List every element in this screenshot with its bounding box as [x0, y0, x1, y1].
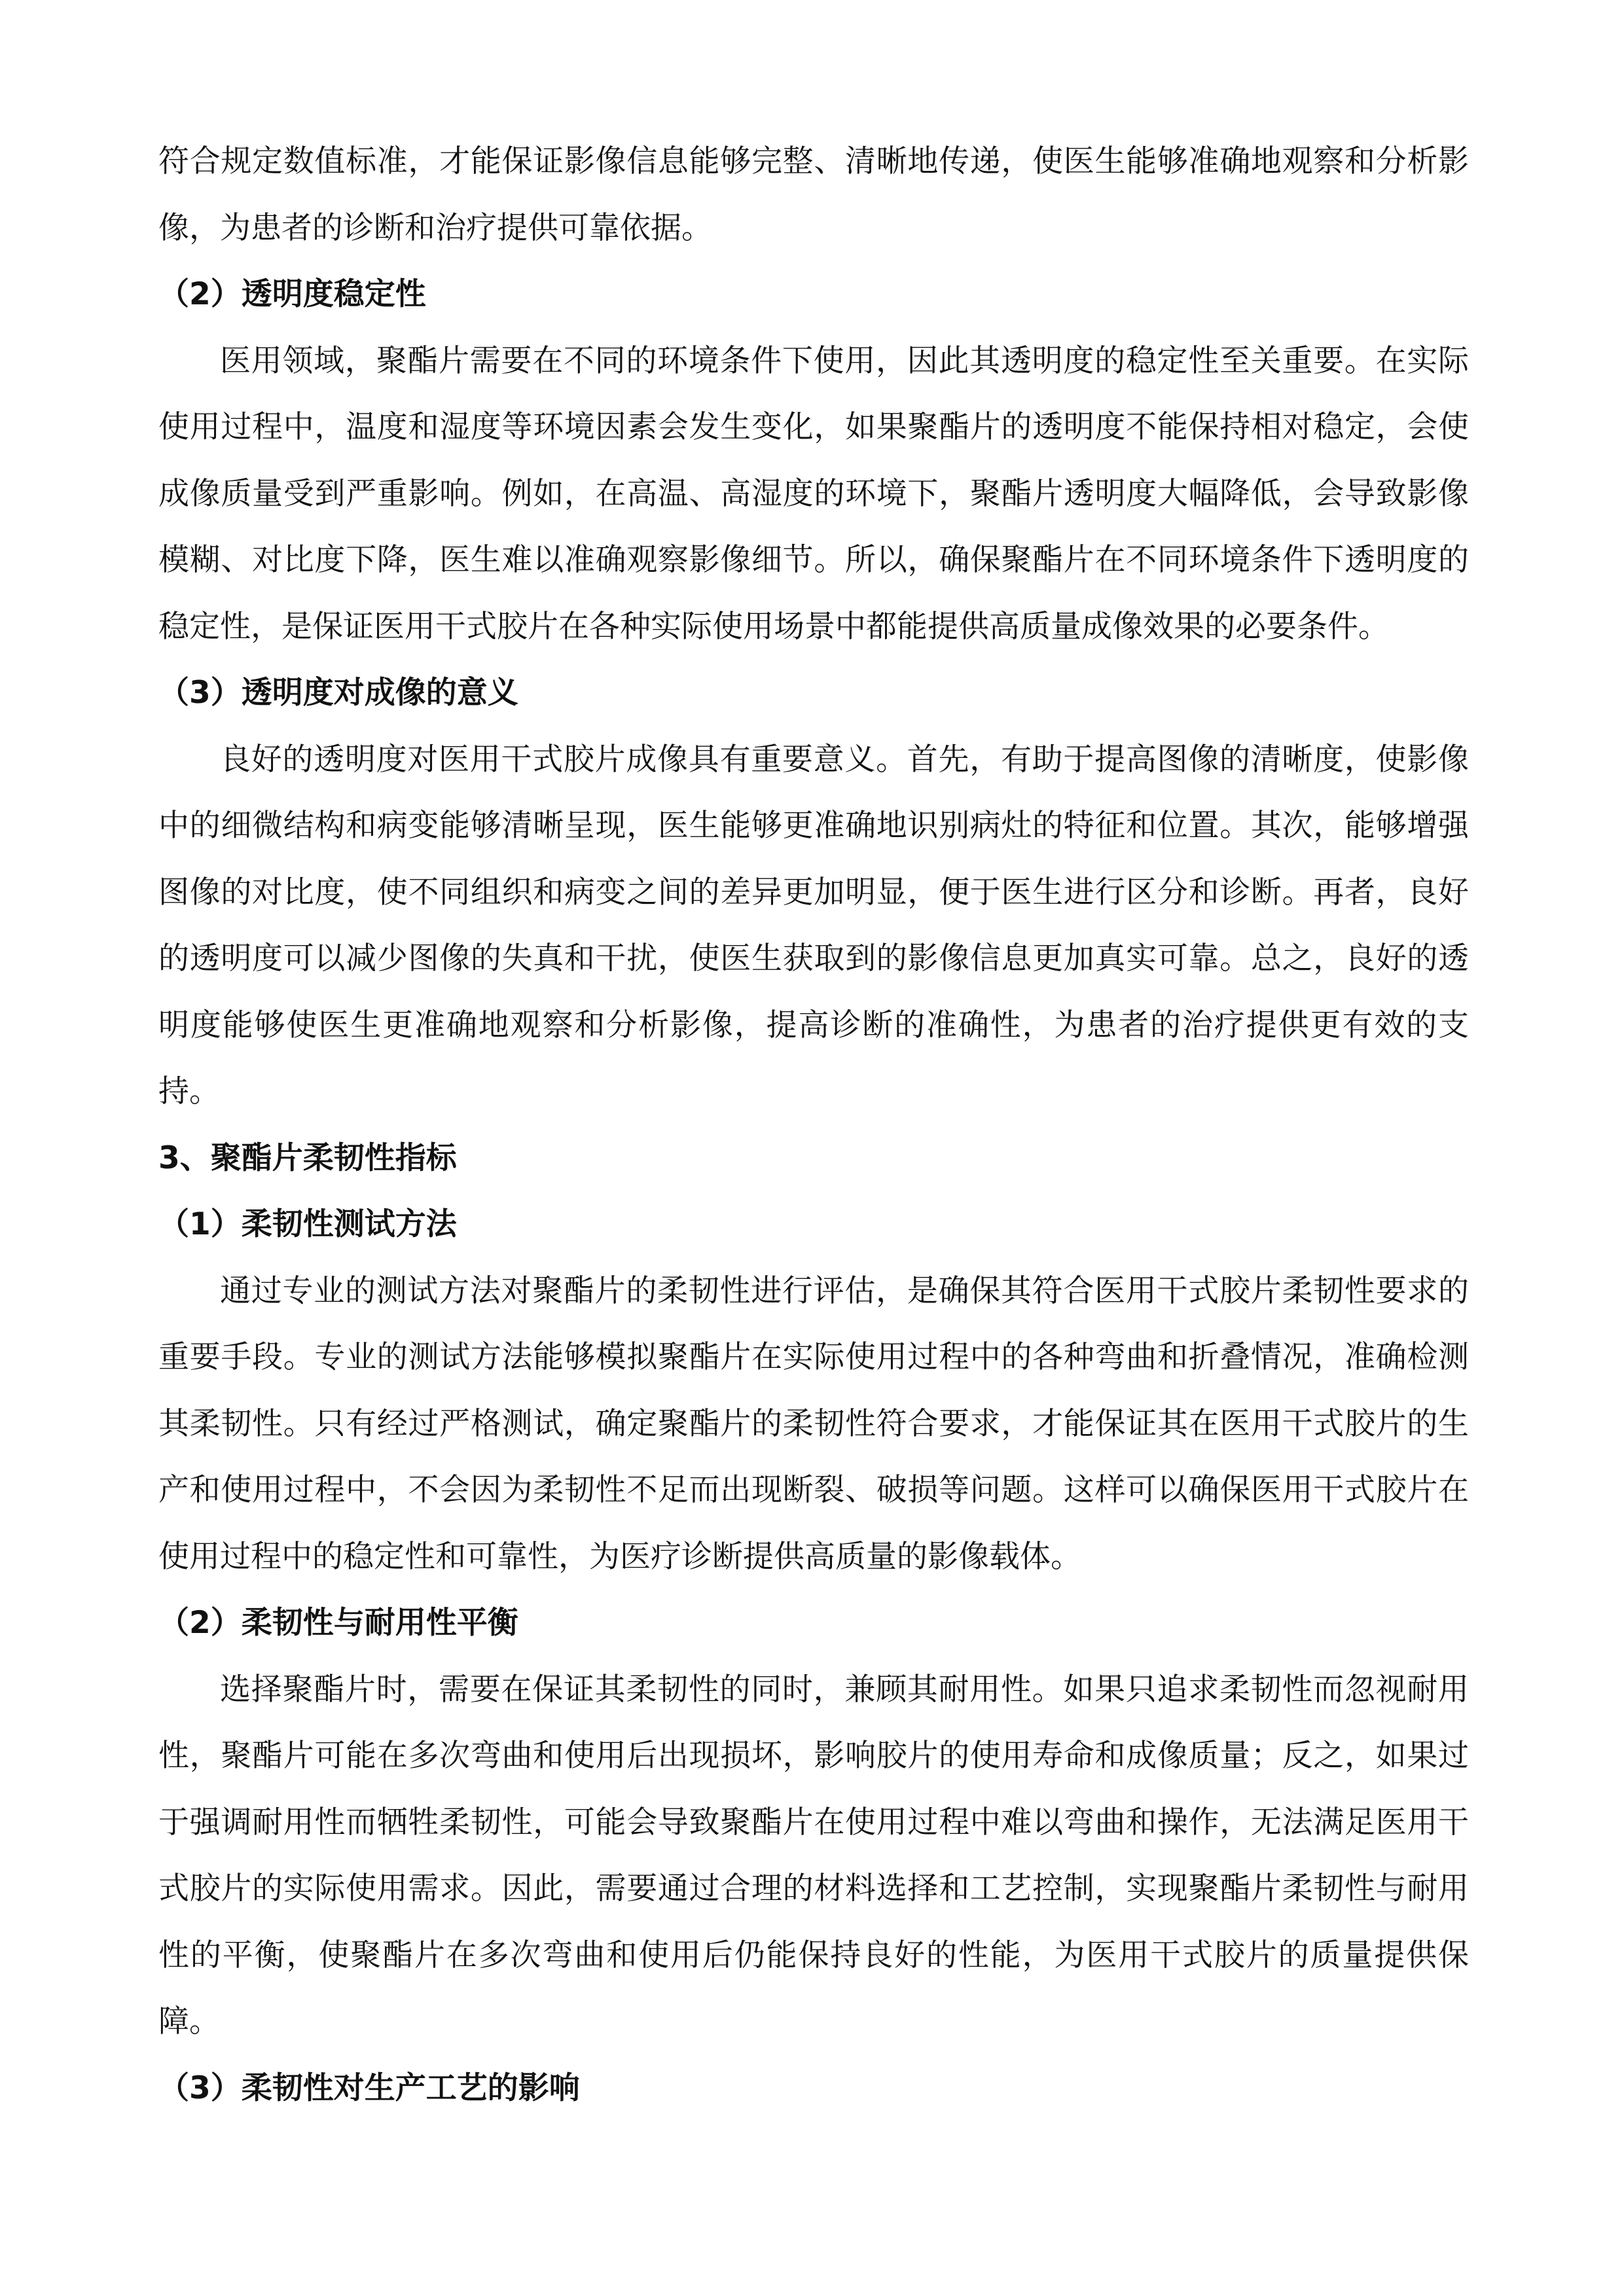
heading-transparency-stability: （2）透明度稳定性 [158, 276, 426, 312]
heading-flexibility-indicators: 3、聚酯片柔韧性指标 [158, 1139, 457, 1176]
document-body [158, 128, 1469, 2121]
heading-transparency-imaging-significance: （3）透明度对成像的意义 [158, 675, 518, 711]
paragraph-flexibility-test-method: 通过专业的测试方法对聚酯片的柔韧性进行评估，是确保其符合医用干式胶片柔韧性要求的重要手段。专业的测试方法能够模拟聚酯片在实际使用过程中的各种弯曲和折叠情况，准确检测其柔韧性。只有经过严格测试，确定聚酯片的柔韧性符合要求，才能保证其在医用干式胶片的生产和使用过程中，不会因为柔韧性不足而出现断裂、破损等问题。这样可以确保医用干式胶片在使用过程中的稳定性和可靠性，为医疗诊断提供高质量的影像载体。 [158, 1272, 1469, 1575]
heading-flexibility-durability-balance: （2）柔韧性与耐用性平衡 [158, 1605, 518, 1641]
paragraph-continuation: 符合规定数值标准，才能保证影像信息能够完整、清晰地传递，使医生能够准确地观察和分析影像，为患者的诊断和治疗提供可靠依据。 [158, 143, 1469, 246]
heading-flexibility-test-method: （1）柔韧性测试方法 [158, 1206, 457, 1242]
paragraph-transparency-imaging-significance: 良好的透明度对医用干式胶片成像具有重要意义。首先，有助于提高图像的清晰度，使影像中的细微结构和病变能够清晰呈现，医生能够更准确地识别病灶的特征和位置。其次，能够增强图像的对比度，使不同组织和病变之间的差异更加明显，便于医生进行区分和诊断。再者，良好的透明度可以减少图像的失真和干扰，使医生获取到的影像信息更加真实可靠。总之，良好的透明度能够使医生更准确地观察和分析影像，提高诊断的准确性，为患者的治疗提供更有效的支持。 [158, 741, 1469, 1109]
paragraph-transparency-stability: 医用领域，聚酯片需要在不同的环境条件下使用，因此其透明度的稳定性至关重要。在实际使用过程中，温度和湿度等环境因素会发生变化，如果聚酯片的透明度不能保持相对稳定，会使成像质量受到严重影响。例如，在高温、高湿度的环境下，聚酯片透明度大幅降低，会导致影像模糊、对比度下降，医生难以准确观察影像细节。所以，确保聚酯片在不同环境条件下透明度的稳定性，是保证医用干式胶片在各种实际使用场景中都能提供高质量成像效果的必要条件。 [158, 342, 1469, 645]
paragraph-flexibility-durability-balance: 选择聚酯片时，需要在保证其柔韧性的同时，兼顾其耐用性。如果只追求柔韧性而忽视耐用性，聚酯片可能在多次弯曲和使用后出现损坏，影响胶片的使用寿命和成像质量；反之，如果过于强调耐用性而牺牲柔韧性，可能会导致聚酯片在使用过程中难以弯曲和操作，无法满足医用干式胶片的实际使用需求。因此，需要通过合理的材料选择和工艺控制，实现聚酯片柔韧性与耐用性的平衡，使聚酯片在多次弯曲和使用后仍能保持良好的性能，为医用干式胶片的质量提供保障。 [158, 1671, 1469, 2039]
heading-flexibility-production-impact: （3）柔韧性对生产工艺的影响 [158, 2070, 580, 2106]
